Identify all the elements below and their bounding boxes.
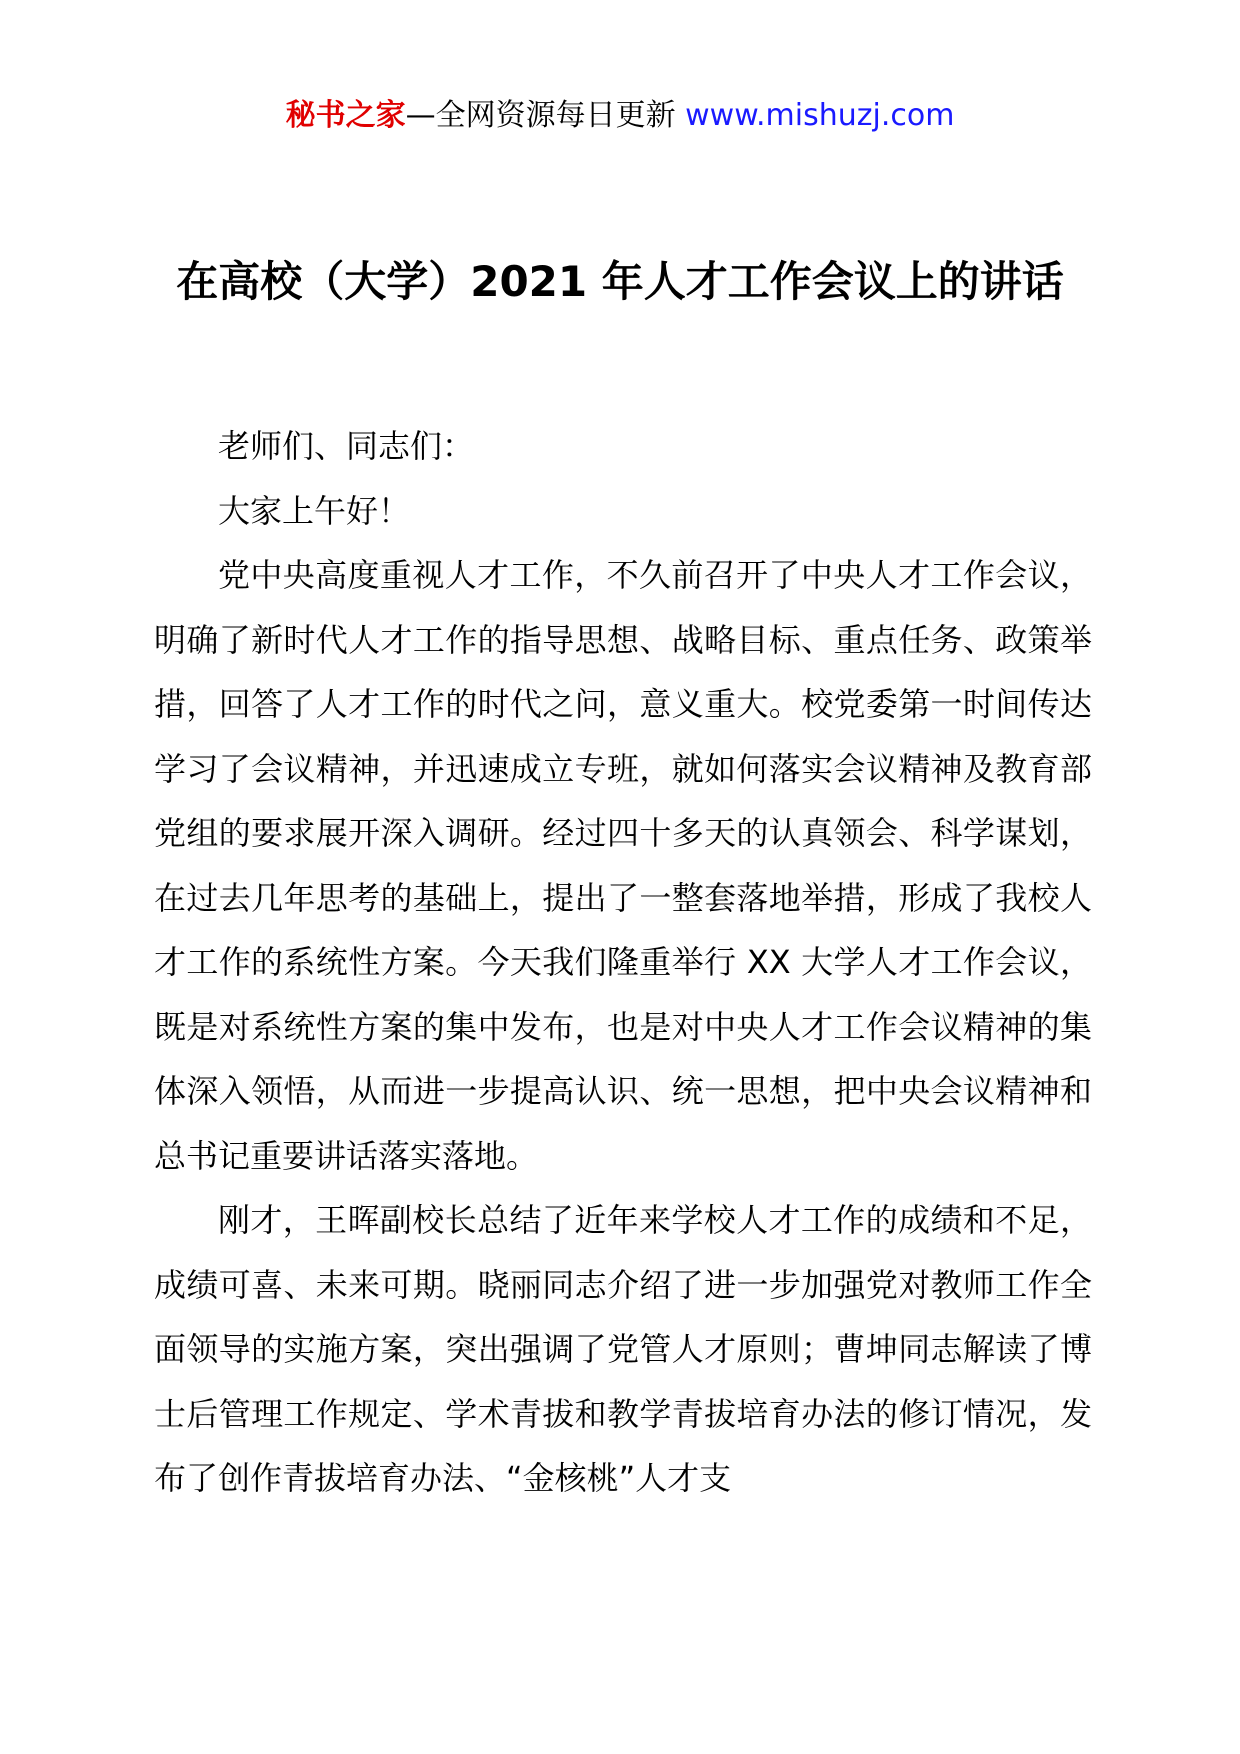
salutation: 老师们、同志们： (218, 427, 475, 465)
brand-name: 秘书之家 (285, 98, 406, 133)
website-link[interactable]: www.mishuzj.com (685, 98, 955, 133)
header-slogan: —全网资源每日更新 (405, 98, 676, 133)
document-title: 在高校（大学）2021 年人才工作会议上的讲话 (176, 257, 1064, 306)
body-paragraph: 党中央高度重视人才工作，不久前召开了中央人才工作会议，明确了新时代人才工作的指导思想、战略目标、重点任务、政策举措，回答了人才工作的时代之问，意义重大。校党委第一时间传达学习了会议精神，并迅速成立专班，就如何落实会议精神及教育部党组的要求展开深入调研。经过四十多天的认真领会、科学谋划，在过去几年思考的基础上，提出了一整套落地举措，形成了我校人才工作的系统性方案。今天我们隆重举行 XX 大学人才工作会议，既是对系统性方案的集中发布，也是对中央人才工作会议精神的集体深入领悟，从而进一步提高认识、统一思想，把中央会议精神和总书记重要讲话落实落地。 (154, 556, 1092, 1175)
site-header (0, 96, 1240, 136)
greeting: 大家上午好！ (218, 491, 411, 530)
document-body (154, 414, 1092, 1511)
body-paragraph: 刚才，王晖副校长总结了近年来学校人才工作的成绩和不足，成绩可喜、未来可期。晓丽同志介绍了进一步加强党对教师工作全面领导的实施方案，突出强调了党管人才原则；曹坤同志解读了博士后管理工作规定、学术青拔和教学青拔培育办法的修订情况，发布了创作青拔培育办法、“金核桃”人才支 (154, 1201, 1092, 1497)
